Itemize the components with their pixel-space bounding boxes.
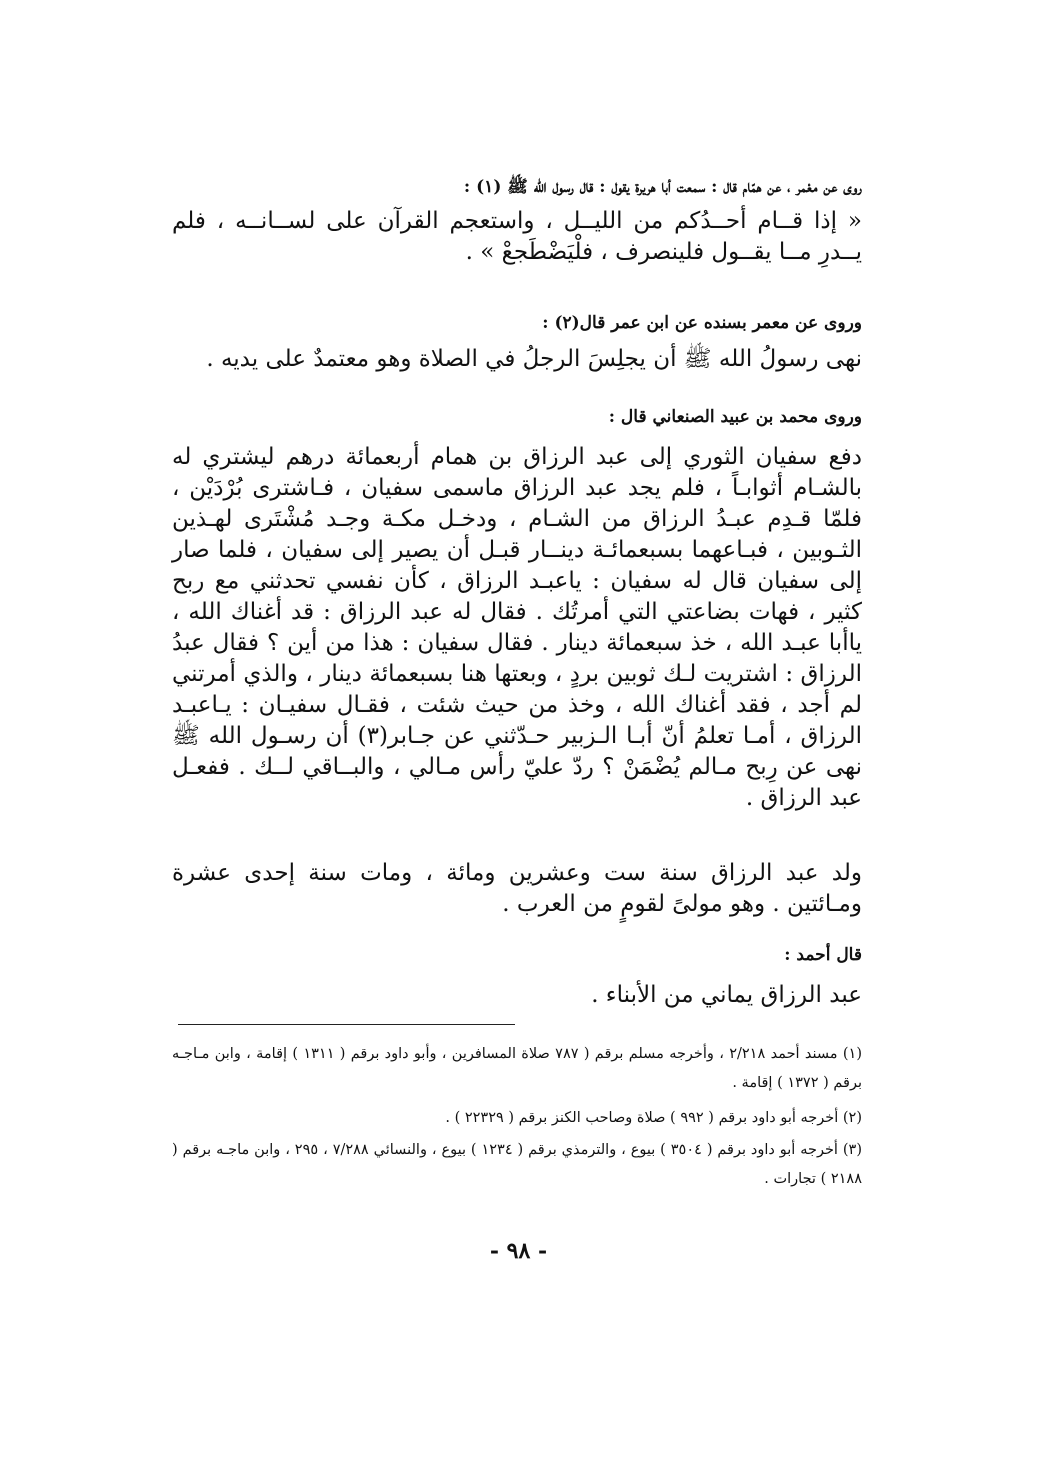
section1-text: « إذا قــام أحــدُكم من الليــل ، واستعجم القرآن على لســانــه ، فلم يــدرِ مــا يقــول فلينصرف ، فلْيَضْطَجعْ » .	[172, 208, 862, 265]
section5-text: عبد الرزاق يماني من الأبناء .	[591, 982, 862, 1008]
footnote-1: (١) مسند أحمد ٢/٢١٨ ، وأخرجه مسلم برقم ( ٧٨٧ صلاة المسافرين ، وأبو داود برقم ( ١٣١١ ) إقامة ، وابن مـاجـه برقم ( ١٣٧٢ ) إقامة .	[172, 1046, 862, 1091]
section3-text: دفع سفيان الثوري إلى عبد الرزاق بن همام أربعمائة درهم ليشتري له بالشـام أثوابـاً ، فلم يجد عبد الرزاق ماسمى سفيان ، فـاشترى بُرْدَيْن ، فلمّا قـدِم عبـدُ الرزاق من الشـام ، ودخـل مكـة وجـد مُشْتَرى لهـذين الثـوبين ، فبـاعهما بسبعمائـة دينــار قبـل أن يصير إلى سفيان ، فلما صار إلى سفيان قال له سفيان : ياعبـد الرزاق ، كأن نفسي تحدثني مع ربح كثير ، فهات بضاعتي التي أمرتُك . فقال له عبد الرزاق : قد أغناك الله ، ياأبا عبـد الله ، خذ سبعمائة دينار . فقال سفيان : هذا من أين ؟ فقال عبدُ الرزاق : اشتريت لـك ثوبين بردٍ ، وبعتها هنا بسبعمائة دينار ، والذي أمرتني لم أجد ، فقد أغناك الله ، وخذ من حيث شئت ، فقـال سفيـان : يـاعبـد الرزاق ، أمـا تعلمُ أنّ أبـا الـزبير حـدّثني عن جـابر(٣) أن رسـول الله ﷺ نهى عن رِبح مـالم يُضْمَنْ ؟ ردّ عليّ رأس مـالي ، والبــاقي لــك . ففعـل عبد الرزاق .	[172, 444, 862, 811]
footnote-2: (٢) أخرجه أبو داود برقم ( ٩٩٢ ) صلاة وصاحب الكنز برقم ( ٢٢٣٢٩ ) .	[445, 1110, 862, 1126]
footnote-separator	[178, 1024, 515, 1025]
section5-intro: قال أحمد :	[784, 945, 862, 965]
section4-text: ولد عبد الرزاق سنة ست وعشرين ومائة ، ومات سنة إحدى عشرة ومـائتين . وهو مولىً لقومٍ من العرب .	[172, 860, 862, 917]
section2-intro: وروى عن معمر بسنده عن ابن عمر قال(٢) :	[542, 313, 862, 333]
section1-intro: روى عن معْمر ، عن همّام قال : سمعت أبا هريرة يقول : قال رسول الله ﷺ (١) :	[463, 177, 862, 197]
footnote-3: (٣) أخرجه أبو داود برقم ( ٣٥٠٤ ) بيوع ، والترمذي برقم ( ١٢٣٤ ) بيوع ، والنسائي ٧/٢٨٨ ، ٢٩٥ ، وابن ماجـه برقم ( ٢١٨٨ ) تجارات .	[172, 1142, 863, 1187]
page-number: - ٩٨ -	[489, 1238, 548, 1264]
section2-text: نهى رسولُ الله ﷺ أن يجلِسَ الرجلُ في الصلاة وهو معتمدٌ على يديه .	[206, 346, 862, 372]
section3-intro: وروى محمد بن عبيد الصنعاني قال :	[608, 407, 862, 427]
